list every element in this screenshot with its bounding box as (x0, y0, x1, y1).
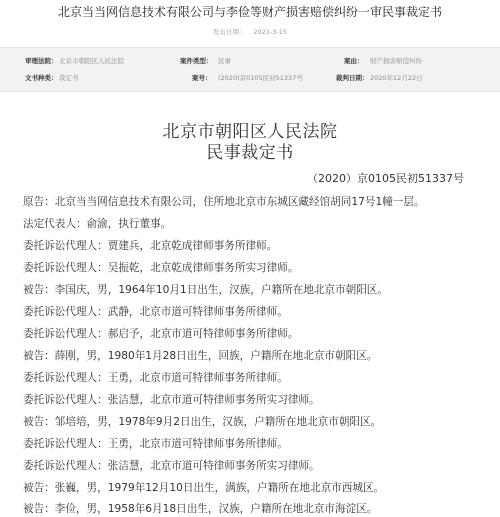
document-type-heading: 民事裁定书 (206, 143, 294, 163)
meta-row-2 (0, 73, 500, 85)
party-line: 被告：薛刚，男，1980年1月28日出生，回族，户籍所在地北京市朝阳区。 (23, 350, 378, 362)
cause-label: 案由： (344, 57, 364, 65)
doc-type-label: 文书种类： (25, 74, 58, 82)
party-line: 委托诉讼代理人：王勇，北京市道可特律师事务所律师。 (23, 372, 288, 384)
court-value: 北京市朝阳区人民法院 (59, 57, 124, 65)
page-title: 北京当当网信息技术有限公司与李俭等财产损害赔偿纠纷一审民事裁定书 (57, 5, 442, 19)
case-type-label: 案件类型： (180, 57, 213, 65)
party-line: 委托诉讼代理人：武静，北京市道可特律师事务所律师。 (23, 306, 288, 318)
party-line: 被告：邹培培，男，1978年9月2日出生，汉族，户籍所在地北京市朝阳区。 (23, 416, 382, 428)
party-line: 委托诉讼代理人：张洁慧，北京市道可特律师事务所实习律师。 (23, 394, 320, 406)
publish-date-line (0, 27, 500, 36)
meta-row-1 (0, 56, 500, 68)
case-no-label: 案号： (192, 74, 212, 82)
party-line: 被告：张巍，男，1979年12月10日出生，满族，户籍所在地北京市西城区。 (23, 482, 385, 494)
case-type-value: 民事 (218, 57, 231, 65)
party-line: 委托诉讼代理人：吴振乾，北京乾成律师事务所实习律师。 (23, 262, 299, 274)
party-line: 委托诉讼代理人：贾建兵，北京乾成律师事务所律师。 (23, 240, 278, 252)
party-line: 被告：李俭，男，1958年6月18日出生，汉族，户籍所在地北京市海淀区。 (23, 503, 378, 515)
party-line: 委托诉讼代理人：张洁慧，北京市道可特律师事务所实习律师。 (23, 460, 320, 472)
party-line: 委托诉讼代理人：王勇，北京市道可特律师事务所律师。 (23, 438, 288, 450)
party-line: 法定代表人：俞渝，执行董事。 (23, 218, 172, 230)
case-number: （2020）京0105民初51337号 (307, 172, 464, 185)
doc-type-value: 裁定书 (59, 74, 79, 82)
cause-value: 财产损害赔偿纠纷 (370, 57, 422, 65)
court-name-heading: 北京市朝阳区人民法院 (162, 122, 338, 142)
judge-date-value: 2020年12月22日 (370, 74, 423, 82)
case-no-value: (2020)京0105民初51337号 (218, 74, 303, 82)
case-meta-panel (0, 47, 500, 92)
party-line: 被告：李国庆，男，1964年10月1日出生，汉族，户籍所在地北京市朝阳区。 (23, 284, 388, 296)
party-line: 原告：北京当当网信息技术有限公司，住所地北京市东城区藏经馆胡同17号1幢一层。 (23, 196, 425, 208)
publish-date-label: 发布日期： (212, 28, 246, 36)
judge-date-label: 裁判日期： (336, 74, 369, 82)
publish-date-value: 2021-3-15 (253, 28, 288, 36)
court-label: 审理法院： (25, 57, 58, 65)
party-line: 委托诉讼代理人：郝启予，北京市道可特律师事务所律师。 (23, 328, 299, 340)
